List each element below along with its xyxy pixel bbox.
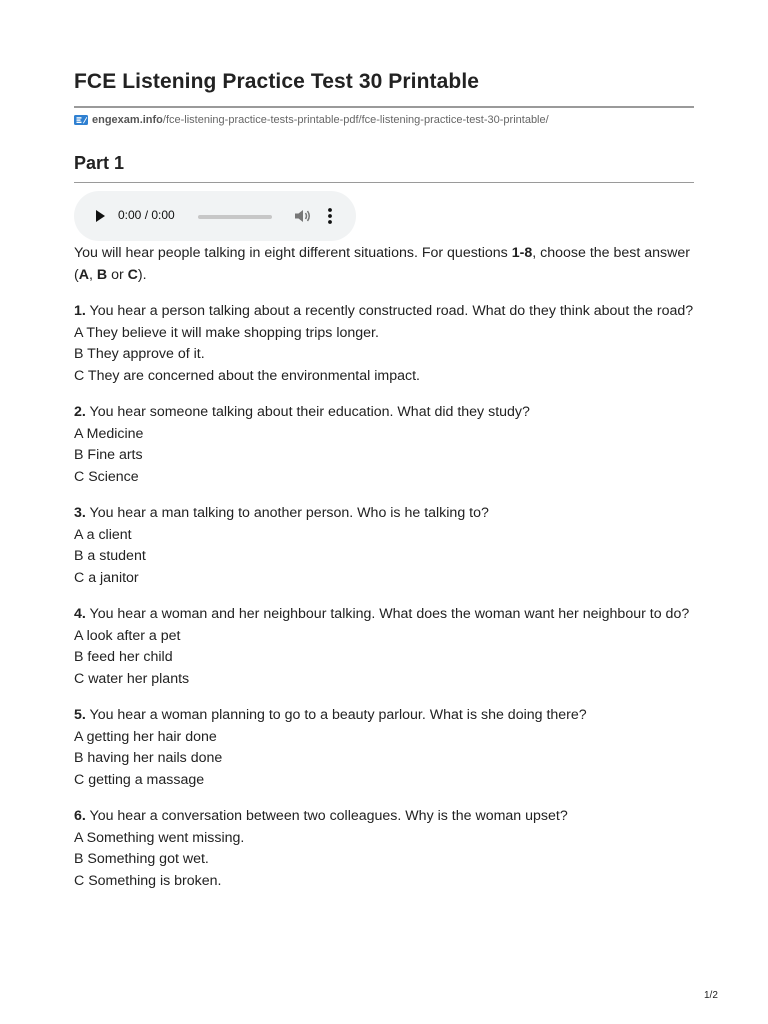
question-2 — [74, 402, 696, 488]
option-b: B Something got wet. — [74, 851, 209, 867]
volume-icon[interactable] — [294, 208, 312, 224]
option-b: B They approve of it. — [74, 346, 205, 362]
source-link[interactable] — [74, 114, 549, 126]
more-vertical-icon[interactable] — [326, 207, 334, 225]
instructions: You will hear people talking in eight different situations. For questions 1-8, choose the best answer (A, B or C). — [74, 245, 690, 283]
option-c: C Something is broken. — [74, 872, 222, 889]
source-path: /fce-listening-practice-tests-printable-pdf/fce-listening-practice-test-30-printable/ — [162, 114, 549, 126]
question-5 — [74, 705, 696, 791]
question-6 — [74, 806, 696, 892]
question-number: 1. — [74, 303, 86, 319]
question-number: 4. — [74, 606, 86, 622]
title-divider — [74, 106, 694, 108]
option-a: A Medicine — [74, 425, 144, 442]
option-a: A getting her hair done — [74, 728, 217, 745]
question-1 — [74, 301, 696, 387]
part-divider — [74, 182, 694, 183]
audio-progress-slider[interactable] — [198, 215, 272, 219]
question-text: 5. You hear a woman planning to go to a beauty parlour. What is she doing there? — [74, 707, 587, 723]
question-number: 3. — [74, 505, 86, 521]
question-text: 1. You hear a person talking about a recently constructed road. What do they think about the road? — [74, 303, 694, 319]
question-text: 3. You hear a man talking to another person. Who is he talking to? — [74, 505, 489, 521]
option-b: B having her nails done — [74, 750, 223, 766]
question-text: 6. You hear a conversation between two colleagues. Why is the woman upset? — [74, 808, 568, 824]
source-domain: engexam.info — [92, 114, 163, 126]
page-title: FCE Listening Practice Test 30 Printable — [74, 70, 480, 93]
part-heading: Part 1 — [74, 153, 125, 173]
play-icon[interactable] — [96, 210, 105, 222]
option-a: A a client — [74, 526, 132, 543]
question-content — [74, 243, 696, 907]
audio-time-display: 0:00 / 0:00 — [118, 208, 175, 222]
option-a: A look after a pet — [74, 627, 181, 644]
option-c: C They are concerned about the environmental impact. — [74, 367, 420, 384]
option-b: B Fine arts — [74, 447, 143, 463]
option-a: A Something went missing. — [74, 829, 245, 846]
option-b: B feed her child — [74, 649, 173, 665]
audio-player[interactable] — [74, 191, 356, 241]
question-number: 6. — [74, 808, 86, 824]
page-number: 1/2 — [704, 990, 718, 1001]
question-4 — [74, 604, 696, 690]
option-c: C Science — [74, 468, 139, 485]
option-c: C a janitor — [74, 569, 139, 586]
question-text: 4. You hear a woman and her neighbour talking. What does the woman want her neighbour to do? — [74, 606, 690, 622]
question-number: 2. — [74, 404, 86, 420]
option-c: C water her plants — [74, 670, 190, 687]
question-text: 2. You hear someone talking about their education. What did they study? — [74, 404, 530, 420]
question-number: 5. — [74, 707, 86, 723]
option-c: C getting a massage — [74, 771, 205, 788]
option-a: A They believe it will make shopping trips longer. — [74, 324, 379, 341]
question-3 — [74, 503, 696, 589]
option-b: B a student — [74, 548, 146, 564]
engexam-logo-icon — [74, 115, 88, 125]
